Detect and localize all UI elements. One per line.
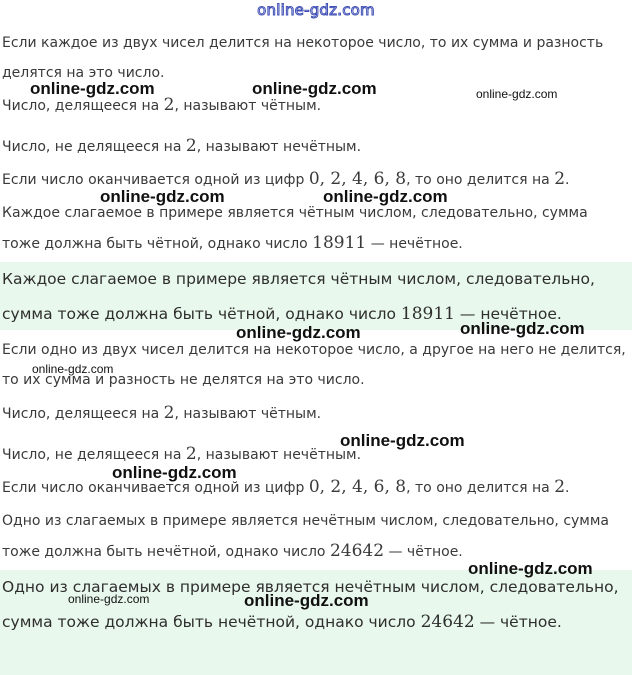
answer-2: Одно из слагаемых в примере является нечётным числом, следовательно, сумма тоже должна быть нечётной, однако число 24642 — чётное. (2, 578, 619, 632)
watermark-text: online-gdz.com (476, 87, 558, 101)
watermark-text: online-gdz.com (236, 323, 361, 342)
math-digits: 0, 2, 4, 6, 8 (308, 477, 407, 497)
math-number: 2 (554, 477, 566, 497)
site-title[interactable]: online-gdz.com (257, 1, 375, 19)
definition-odd: Число, не делящееся на 2, называют нечётным. (2, 136, 362, 156)
watermark-text: online-gdz.com (32, 362, 114, 376)
math-number: 2 (554, 169, 566, 189)
watermark-text: online-gdz.com (323, 187, 448, 206)
rule-divisibility-nonsum: Если одно из двух чисел делится на некоторое число, а другое на него не делится, то их сумма и разность не делятся на это число. (2, 342, 626, 388)
definition-odd: Число, не делящееся на 2, называют нечётным. (2, 444, 362, 464)
watermark-text: online-gdz.com (252, 79, 377, 98)
math-number: 2 (163, 403, 175, 423)
explanation-1: Каждое слагаемое в примере является чётным числом, следовательно, сумма тоже должна быть чётной, однако число 18911 — нечётное. (2, 205, 588, 253)
watermark-text: online-gdz.com (30, 79, 155, 98)
math-number: 18911 (400, 304, 455, 324)
definition-even: Число, делящееся на 2, называют чётным. (2, 403, 322, 423)
answer-1: Каждое слагаемое в примере является чётным числом, следовательно, сумма тоже должна быть чётной, однако число 18911 — нечётное. (2, 270, 595, 324)
math-number: 2 (163, 95, 175, 115)
watermark-text: online-gdz.com (340, 431, 465, 450)
math-number: 18911 (312, 233, 367, 253)
math-digits: 0, 2, 4, 6, 8 (308, 169, 407, 189)
rule-last-digit: Если число оканчивается одной из цифр 0, 2, 4, 6, 8, то оно делится на 2. (2, 169, 570, 189)
watermark-text: online-gdz.com (112, 463, 237, 482)
watermark-text: online-gdz.com (68, 592, 150, 606)
watermark-text: online-gdz.com (100, 187, 225, 206)
math-number: 24642 (420, 612, 475, 632)
rule-text: Если каждое из двух чисел делится на некоторое число, то их сумма и разность делятся на это число. (2, 35, 604, 81)
math-number: 24642 (329, 541, 385, 561)
math-number: 2 (185, 444, 197, 464)
watermark-text: online-gdz.com (244, 591, 369, 610)
definition-even: Число, делящееся на 2, называют чётным. (2, 95, 322, 115)
watermark-text: online-gdz.com (468, 559, 593, 578)
watermark-text: online-gdz.com (460, 319, 585, 338)
site-header (0, 0, 632, 24)
math-number: 2 (185, 136, 197, 156)
rule-last-digit: Если число оканчивается одной из цифр 0, 2, 4, 6, 8, то оно делится на 2. (2, 477, 570, 497)
explanation-2: Одно из слагаемых в примере является нечётным числом, следовательно, сумма тоже должна быть нечётной, однако число 24642 — чётное. (2, 513, 610, 561)
